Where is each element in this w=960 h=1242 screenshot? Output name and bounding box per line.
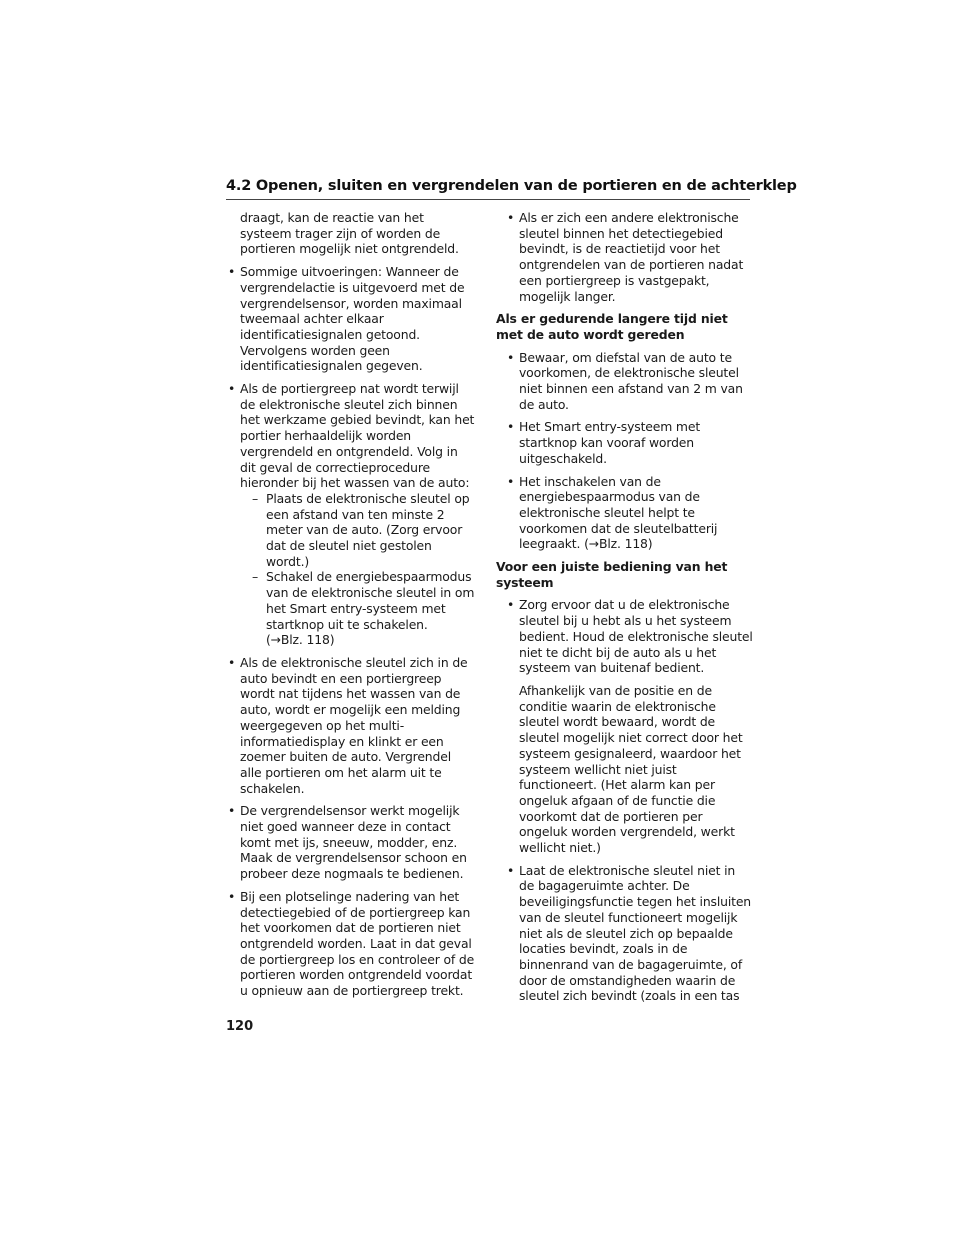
list-item-text: Als de elektronische sleutel zich in de auto bevindt en een portiergreep wordt nat tijdens het wassen van de auto, wordt er mogelijk een melding weergegeven op het multi-informatiedisplay en klinkt er een zoemer buiten de auto. Vergrendel alle portieren om het alarm uit te schakelen. xyxy=(240,654,468,796)
list-item-text: Het inschakelen van de energiebespaarmodus van de elektronische sleutel helpt te voorkomen dat de sleutelbatterij leegraakt. (→Blz. 118) xyxy=(519,473,718,552)
bullet-marker: • xyxy=(228,803,236,819)
bullet-marker: • xyxy=(507,419,515,435)
list-item-text: Bewaar, om diefstal van de auto te voorkomen, de elektronische sleutel niet binnen een afstand van 2 m van de auto. xyxy=(519,349,743,412)
list-item-text: Als er zich een andere elektronische sleutel binnen het detectiegebied bevindt, is de reactietijd voor het ontgrendelen van de portieren nadat een portiergreep is vastgepakt, mogelijk langer. xyxy=(519,210,744,304)
bullet-marker: • xyxy=(228,381,236,397)
bullet-marker: • xyxy=(507,597,515,613)
bullet-marker: • xyxy=(507,210,515,225)
list-item-text: Zorg ervoor dat u de elektronische sleutel bij u hebt als u het systeem bedient. Houd de elektronische sleutel niet te dicht bij de auto als u het systeem van buitenaf bedient. xyxy=(519,597,753,676)
page-number: 120 xyxy=(226,1019,254,1034)
list-item-continuation: Afhankelijk van de positie en de conditie waarin de elektronische sleutel wordt bewaard, wordt de sleutel mogelijk niet correct door het systeem gesignaleerd, waardoor het systeem wellicht niet juist functioneert. (Het alarm kan per ongeluk afgaan of de functie die voorkomt dat de portieren per ongeluk worden vergrendeld, werkt wellicht niet.) xyxy=(519,682,743,856)
list-item-text: De vergrendelsensor werkt mogelijk niet goed wanneer deze in contact komt met ijs, sneeuw, modder, enz. Maak de vergrendelsensor schoon en probeer deze nogmaals te bedienen. xyxy=(240,803,467,882)
sub-list-item-text: Plaats de elektronische sleutel op een afstand van ten minste 2 meter van de auto. (Zorg ervoor dat de sleutel niet gestolen wordt.) xyxy=(266,490,470,569)
list-item-text: Als de portiergreep nat wordt terwijl de elektronische sleutel zich binnen het werkzame gebied bevindt, kan het portier herhaaldelijk worden vergrendeld en ontgrendeld. Volg in dit geval de correctieprocedure hieronder bij het wassen van de auto: xyxy=(240,381,475,491)
list-item-text: Sommige uitvoeringen: Wanneer de vergrendelactie is uitgevoerd met de vergrendelsensor, worden maximaal tweemaal achter elkaar identificatiesignalen getoond. Vervolgens worden geen identificatiesignalen gegeven. xyxy=(240,264,465,374)
list-item xyxy=(228,264,476,374)
list-item xyxy=(496,350,754,413)
list-item-text: Bij een plotselinge nadering van het detectiegebied of de portiergreep kan het voorkomen dat de portieren niet ontgrendeld worden. Laat in dat geval de portiergreep los en controleer of de portieren worden ontgrendeld voordat u opnieuw aan de portiergreep trekt. xyxy=(240,888,475,999)
right-column xyxy=(496,210,754,1011)
intro-paragraph: draagt, kan de reactie van het systeem trager zijn of worden de portieren mogelijk niet ontgrendeld. xyxy=(240,210,459,257)
list-item xyxy=(228,803,476,882)
list-item-text: Het Smart entry-systeem met startknop kan vooraf worden uitgeschakeld. xyxy=(519,419,701,466)
list-item-text: Laat de elektronische sleutel niet in de bagageruimte achter. De beveiligingsfunctie tegen het insluiten van de sleutel functioneert mogelijk niet als de sleutel zich op bepaalde locaties bevindt, zoals in de binnenrand van de bagageruimte, of door de omstandigheden waarin de sleutel zich bevindt (zoals in een tas xyxy=(519,862,752,1004)
section-header: 4.2 Openen, sluiten en vergrendelen van de portieren en de achterklep xyxy=(226,178,797,194)
bullet-marker: • xyxy=(507,862,515,878)
sub-list-item xyxy=(240,491,476,570)
dash-marker: – xyxy=(252,490,259,506)
header-divider xyxy=(226,199,750,200)
list-item xyxy=(228,381,476,648)
list-item xyxy=(496,419,754,466)
bullet-marker: • xyxy=(228,264,236,280)
bullet-marker: • xyxy=(228,888,236,904)
bullet-marker: • xyxy=(507,349,515,365)
page-reference-link[interactable]: (→Blz. 118) xyxy=(266,632,335,648)
dash-marker: – xyxy=(252,569,259,585)
list-item xyxy=(496,474,754,553)
bullet-marker: • xyxy=(507,473,515,489)
list-item xyxy=(496,597,754,676)
subsection-heading: Als er gedurende langere tijd niet met de auto wordt gereden xyxy=(496,311,728,342)
left-column xyxy=(228,210,476,1006)
sub-list-item xyxy=(240,569,476,648)
sub-list-item-text: Schakel de energiebespaarmodus van de elektronische sleutel in om het Smart entry-systeem met startknop uit te schakelen. xyxy=(266,569,475,632)
list-item xyxy=(496,210,754,304)
subsection-heading: Voor een juiste bediening van het systeem xyxy=(496,559,728,590)
list-item xyxy=(228,889,476,999)
list-item xyxy=(228,655,476,796)
bullet-marker: • xyxy=(228,654,236,670)
list-item xyxy=(496,863,754,1004)
